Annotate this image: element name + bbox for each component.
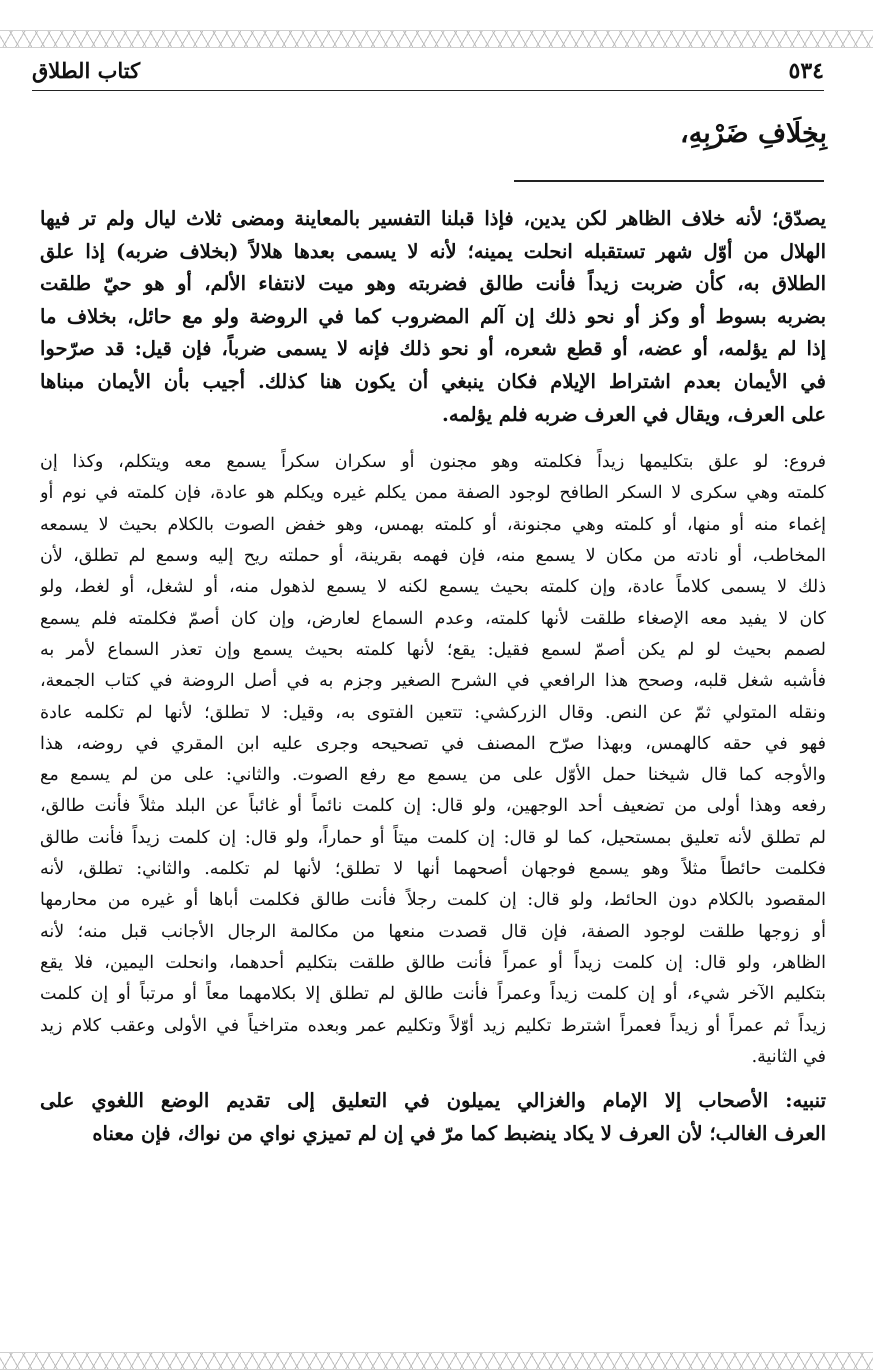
text-line: إذا لم يؤلمه، أو عضه، أو قطع شعره، أو نحو ذلك فإنه لا يسمى ضرباً، فإن قيل: قد صرّحوا (40, 337, 826, 361)
text-line: المقصود بالكلام دون الحائط، ولو قال: إن كلمت رجلاً فأنت طالق فكلمت أباها أو غيره من محارمها (40, 890, 826, 911)
text-line: الطلاق به، كأن ضربت زيداً فأنت طالق فضربته وهو ميت لانتفاء الألم، أو هو حيّ طلقت (40, 272, 826, 296)
text-line: تنبيه: الأصحاب إلا الإمام والغزالي يميلون في التعليق إلى تقديم الوضع اللغوي على (40, 1089, 826, 1113)
text-line: في الأيمان بعدم اشتراط الإيلام فكان ينبغي أن يكون هنا كذلك. أجيب بأن الأيمان مبناها (40, 369, 826, 393)
text-line: والأوجه كما قال شيخنا حمل الأوّل على من يسمع مع رفع الصوت. والثاني: على من لم يسمع مع (40, 765, 826, 786)
text-line: رفعه وهذا أولى من تضعيف أحد الوجهين، ولو قال: إن كلمت نائماً أو غائباً عن البلد مثلاً فأنت طالق، (40, 796, 826, 817)
paragraph-furu (40, 447, 826, 1073)
text-line: ذلك لا يسمى كلاماً عادة، وإن كلمته بحيث يسمع لكنه لا يسمع لذهول منه، أو لشغل، أو لغط، ولو (40, 577, 826, 598)
text-line: يصدّق؛ لأنه خلاف الظاهر لكن يدين، فإذا قبلنا التفسير بالمعاينة ومضى ثلاث ليال ولم تر فيها (40, 207, 826, 230)
text-line: بضربه بسوط أو وكز أو نحو ذلك إن آلم المضروب كما في الروضة ولو مع حائل، بخلاف ما (40, 304, 826, 328)
text-line: لم تطلق لأنه تعليق بمستحيل، كما لو قال: إن كلمت ميتاً أو حماراً، ولو قال: إن كلمت زيداً فأنت طالق (40, 827, 826, 848)
text-line: المخاطب، أو نادته من مكان لا يسمع منه، فإن فهمه بقرينة، أو حملته ريح إليه وسمع لم تطلق، لأن (40, 546, 826, 567)
text-line: بتكليم الآخر شيء، أو إن كلمت زيداً وعمراً فأنت طالق لم تطلق إلا بكلامهما معاً أو مرتباً أو إن كلمت (40, 984, 826, 1005)
text-line: لصمم بحيث لو لم يكن أصمّ لسمع فقيل: يقع؛ لأنها كلمته بحيث يسمع وإن تعذر السماع لأمر به (40, 639, 826, 660)
top-ornamental-border (0, 30, 873, 48)
text-line: أو زوجها طلقت لوجود الصفة، فإن قال قصدت منعها من مكالمة الرجال الأجانب قبل منه؛ لأنه (40, 921, 826, 942)
text-line: زيداً ثم عمراً أو زيداً فعمراً اشترط تكليم زيد أوّلاً وتكليم عمر وبعده متراخياً في الأولى وعقب كلام زيد (40, 1015, 826, 1036)
book-title: كتاب الطلاق (32, 58, 141, 83)
text-line: كان لا يفيد معه الإصغاء طلقت لأنها كلمته، وعدم السماع لعارض، وإن كان أصمّ فكلمته فلم يسمع (40, 608, 826, 629)
text-line: إغماء منه أو منها، أو كلمته وهي مجنونة، أو كلمته بهمس، وهو خفض الصوت بالكلام بحيث لا يسمعه (40, 514, 826, 535)
text-line: الهلال من أوّل شهر تستقبله انحلت يمينه؛ لأنه لا يسمى بعدها هلالاً (بخلاف ضربه) إذا علق (40, 239, 826, 263)
text-line: في الثانية. (751, 1046, 826, 1067)
text-line: ونقله المتولي ثمّ عن النص. وقال الزركشي: تتعين الفتوى به، وقيل: لا تطلق؛ لأنها لم تكلمه عادة (40, 702, 826, 723)
commentary-body (40, 203, 826, 1150)
paragraph-tanbih (40, 1085, 826, 1150)
separator-rule (514, 180, 824, 182)
text-line: العرف الغالب؛ لأن العرف لا يكاد ينضبط كما مرّ في إن لم تميزي نواي من نواك، فإن معناه (92, 1121, 826, 1145)
bottom-ornamental-border (0, 1352, 873, 1370)
page-number: ٥٣٤ (788, 58, 824, 84)
text-line: الظاهر، ولو قال: إن كلمت زيداً أو عمراً فأنت طالق طلقت بتكليم أحدهما، وانحلت اليمين، فلا يقع (40, 952, 826, 973)
paragraph-commentary (40, 203, 826, 431)
text-line: على العرف، ويقال في العرف ضربه فلم يؤلمه. (442, 402, 826, 426)
text-line: فهو في حقه كالهمس، وبهذا صرّح المصنف في تصحيحه وجرى عليه ابن المقري في روضه، هذا (40, 733, 826, 754)
text-line: كلمته وهي سكرى لا السكر الطافح لوجود الصفة ممن يكلم غيره ويكلم هو عادة، فإن كلمته في نوم أو (40, 483, 826, 504)
text-line: فكلمت حائطاً مثلاً وهو يسمع فوجهان أصحهما أنها لا تطلق؛ لأنها لم تكلمه. والثاني: تطلق، لأنه (40, 859, 826, 880)
matn-text: بِخِلَافِ ضَرْبِهِ، (680, 118, 827, 149)
text-line: فروع: لو علق بتكليمها زيداً فكلمته وهو مجنون أو سكران سكراً يسمع معه ويتكلم، وكذا إن (40, 452, 826, 473)
page-header (32, 58, 824, 91)
text-line: فأشبه شغل قلبه، وصحح هذا الرافعي في الشرح الصغير وجزم به في أصل الروضة في كتاب الجمعة، (40, 671, 826, 692)
